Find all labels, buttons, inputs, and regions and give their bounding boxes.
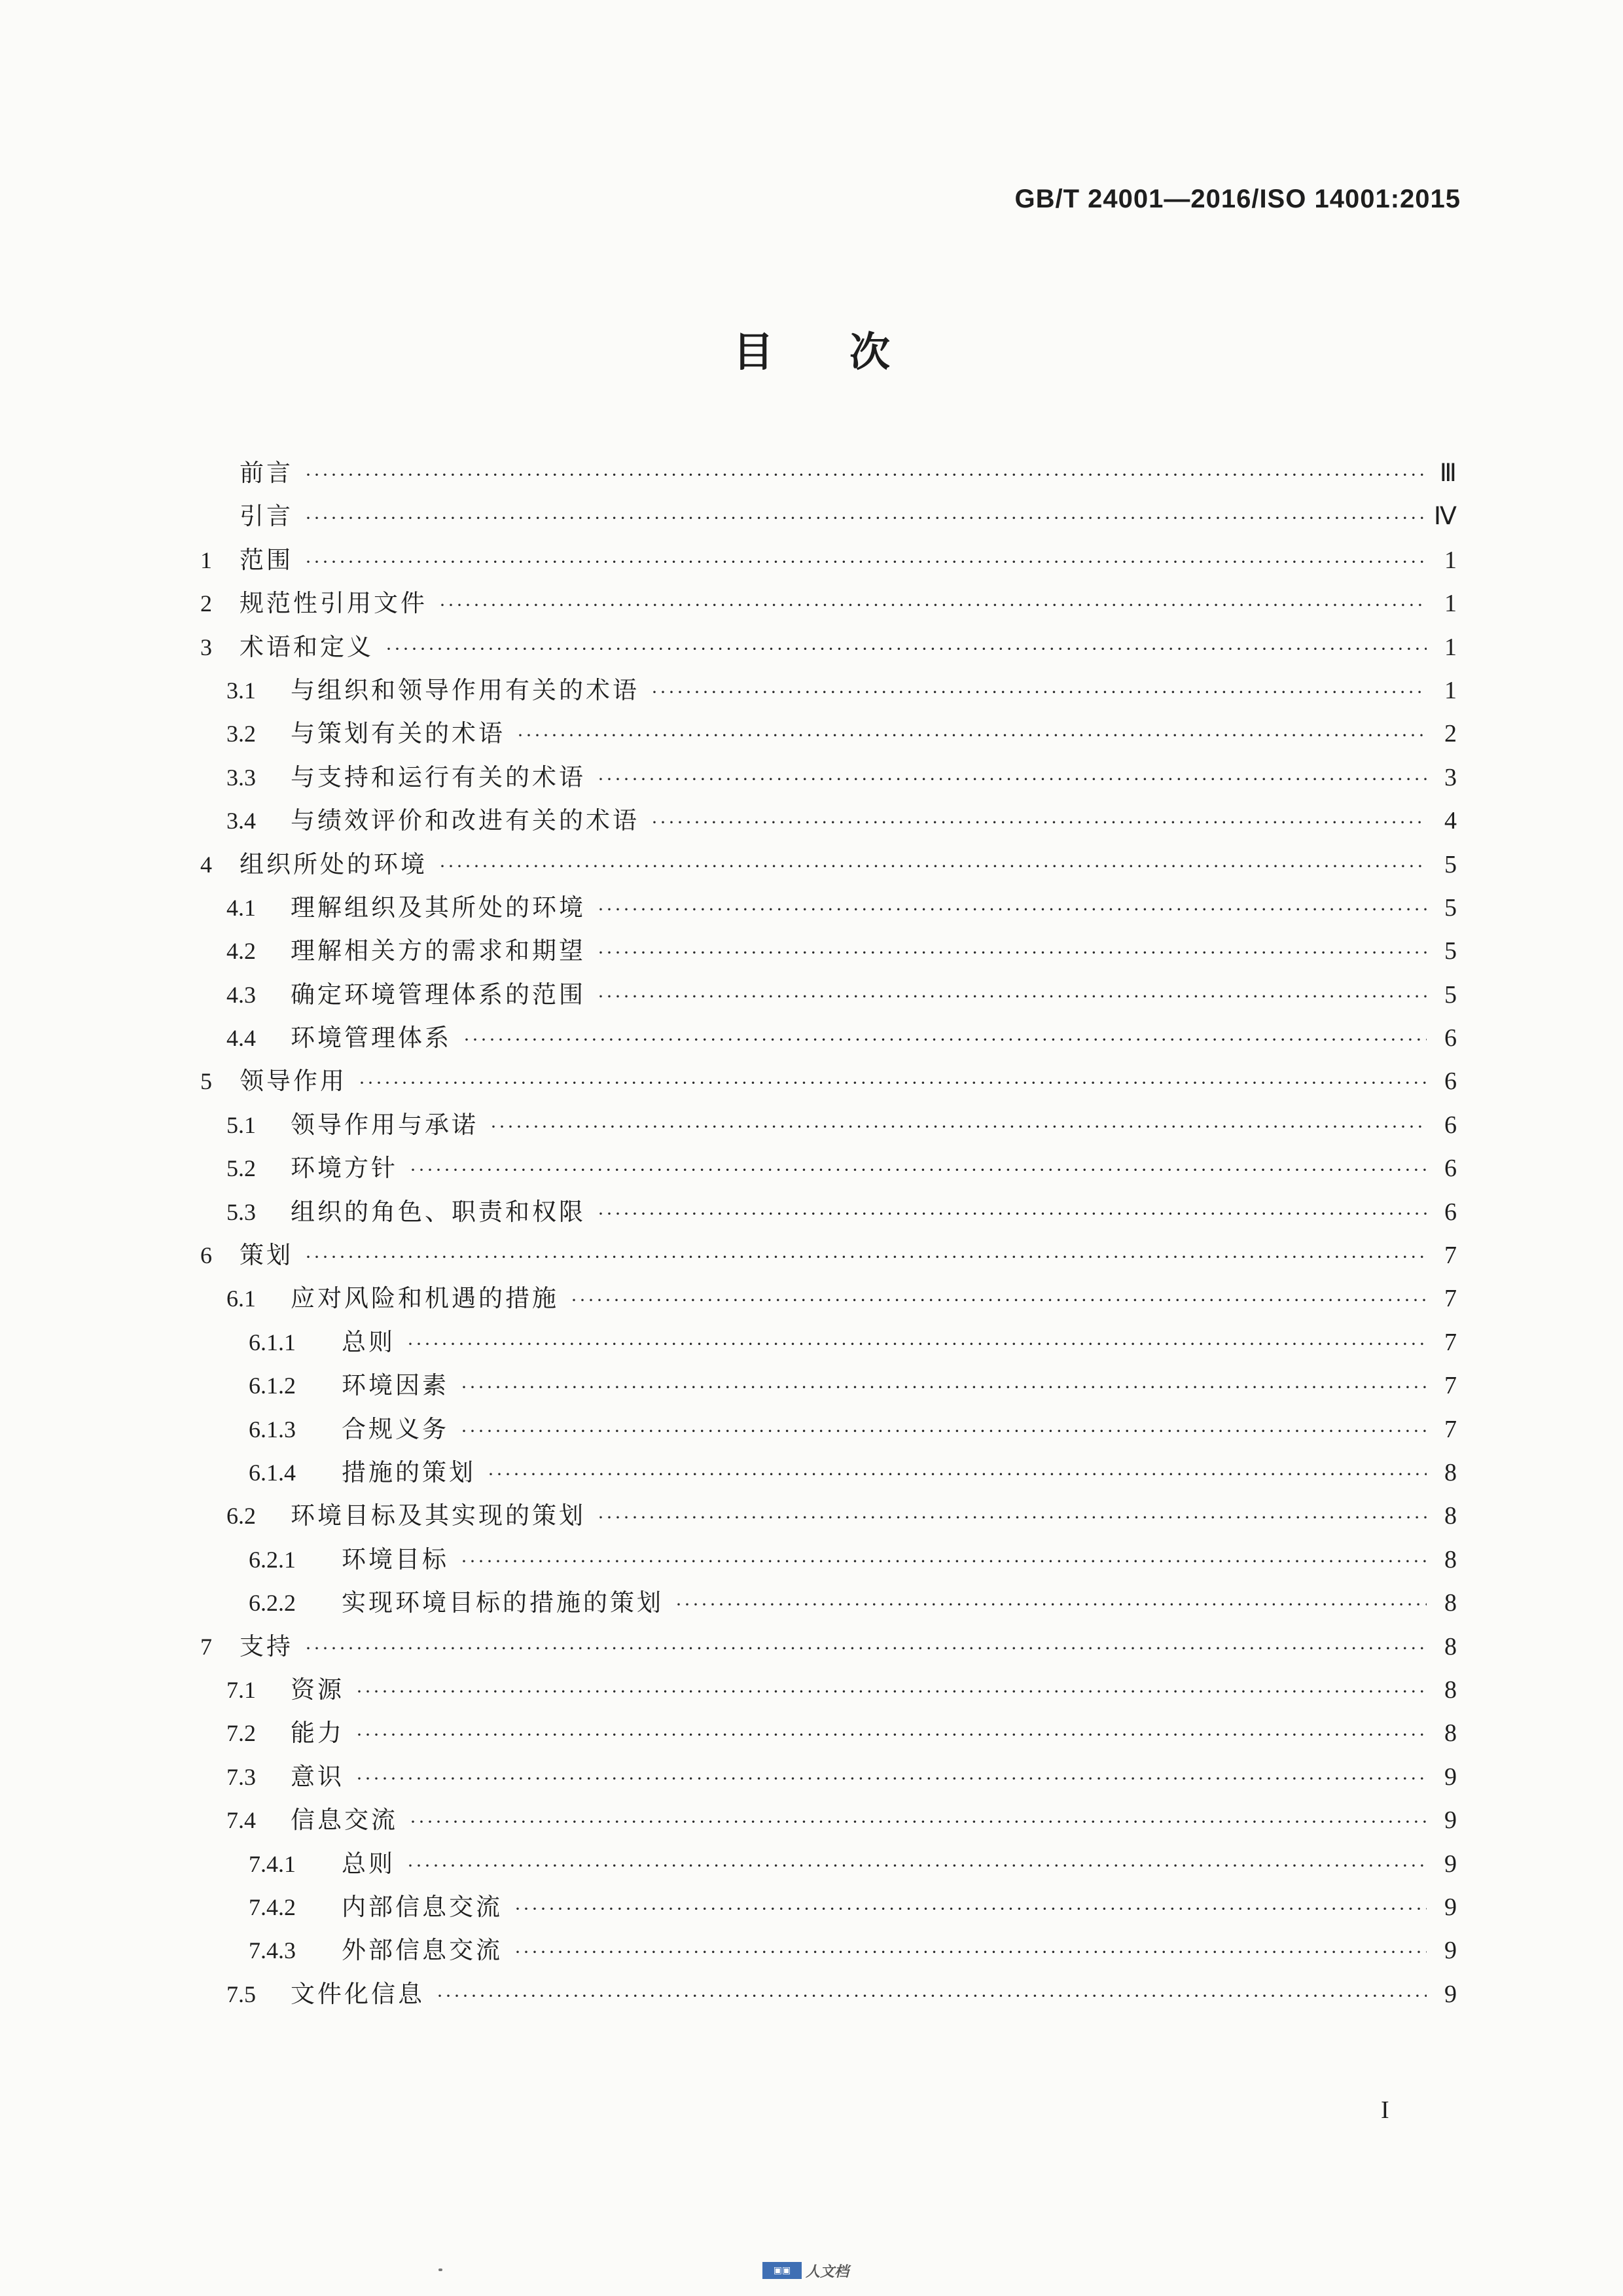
toc-entry[interactable] (200, 756, 1457, 799)
toc-entry[interactable] (200, 843, 1457, 886)
toc-entry-label: 环境因素 (342, 1371, 449, 1400)
toc-entry-label: 领导作用 (240, 1067, 347, 1096)
toc-entry-label: 前言 (240, 459, 293, 487)
toc-entry[interactable] (200, 1321, 1457, 1364)
toc-entry-label: 规范性引用文件 (240, 589, 427, 618)
toc-title-char-2: 次 (849, 328, 891, 376)
toc-leader-dots (597, 1496, 1427, 1539)
watermark-text: 人文档 (806, 2263, 849, 2280)
toc-entry-number: 3.2 (226, 721, 256, 747)
toc-entry-number: 4 (200, 851, 212, 878)
toc-entry-number: 3.3 (226, 764, 256, 791)
toc-leader-dots (651, 671, 1427, 714)
toc-entry[interactable] (200, 1668, 1457, 1712)
toc-entry[interactable] (200, 1973, 1457, 2016)
toc-entry-page: 8 (1444, 1676, 1457, 1704)
toc-entry-page: 1 (1444, 546, 1457, 574)
toc-entry[interactable] (200, 1755, 1457, 1799)
toc-leader-dots (463, 1018, 1427, 1062)
toc-entry[interactable] (200, 1103, 1457, 1147)
toc-entry[interactable] (200, 712, 1457, 755)
toc-entry-page: 8 (1444, 1458, 1457, 1486)
page-number: I (1381, 2096, 1389, 2124)
toc-entry[interactable] (200, 1625, 1457, 1668)
toc-entry-label: 合规义务 (342, 1414, 449, 1443)
toc-entry-page: 6 (1444, 1198, 1457, 1226)
toc-entry-label: 措施的策划 (342, 1458, 476, 1486)
toc-entry-number: 5 (200, 1068, 212, 1095)
toc-entry-number: 6.1.4 (249, 1459, 296, 1486)
toc-entry[interactable] (200, 1277, 1457, 1320)
toc-entry-page: 6 (1444, 1067, 1457, 1096)
toc-entry-page: 8 (1444, 1545, 1457, 1573)
toc-leader-dots (517, 714, 1427, 757)
toc-entry-page: Ⅳ (1433, 503, 1457, 531)
toc-entry-page: 9 (1444, 1980, 1457, 2008)
toc-entry-label: 应对风险和机遇的措施 (291, 1284, 559, 1313)
toc-entry-page: 2 (1444, 720, 1457, 748)
toc-entry-label: 组织所处的环境 (240, 850, 427, 878)
toc-entry-number: 1 (200, 547, 212, 573)
toc-entry-label: 领导作用与承诺 (291, 1110, 478, 1139)
toc-entry[interactable] (200, 929, 1457, 973)
toc-entry[interactable] (200, 1929, 1457, 1972)
toc-entry-number: 7.4 (226, 1807, 256, 1834)
toc-leader-dots (675, 1583, 1427, 1626)
toc-leader-dots (597, 931, 1427, 975)
toc-entry-number: 6.2 (226, 1503, 256, 1530)
toc-entry-number: 4.3 (226, 981, 256, 1008)
toc-entry[interactable] (200, 1191, 1457, 1234)
toc-entry-page: 7 (1444, 1242, 1457, 1270)
toc-entry-label: 信息交流 (291, 1806, 398, 1835)
table-of-contents (200, 452, 1457, 2016)
toc-entry-number: 7.4.1 (249, 1850, 296, 1877)
toc-leader-dots (356, 1713, 1427, 1757)
toc-entry[interactable] (200, 1581, 1457, 1624)
toc-entry-number: 4.1 (226, 894, 256, 921)
toc-entry-page: 4 (1444, 807, 1457, 835)
toc-entry-number: 3.1 (226, 677, 256, 704)
toc-entry-label: 环境目标 (342, 1545, 449, 1573)
toc-entry-number: 7.3 (226, 1763, 256, 1790)
toc-entry-number: 7.4.3 (249, 1937, 296, 1964)
toc-entry[interactable] (200, 452, 1457, 495)
toc-entry-page: 6 (1444, 1155, 1457, 1183)
toc-leader-dots (461, 1366, 1427, 1409)
toc-leader-dots (597, 1193, 1427, 1236)
toc-entry-number: 6.1.2 (249, 1372, 296, 1399)
toc-entry[interactable] (200, 626, 1457, 669)
toc-leader-dots (305, 454, 1427, 497)
toc-entry-page: 9 (1444, 1893, 1457, 1921)
toc-leader-dots (490, 1105, 1427, 1149)
toc-entry-label: 范围 (240, 545, 293, 574)
toc-entry-label: 引言 (240, 502, 293, 531)
toc-entry-label: 术语和定义 (240, 632, 374, 661)
toc-entry-page: 9 (1444, 1763, 1457, 1791)
toc-entry[interactable] (200, 886, 1457, 929)
toc-leader-dots (305, 1236, 1427, 1279)
toc-entry-label: 与组织和领导作用有关的术语 (291, 675, 639, 704)
toc-leader-dots (356, 1670, 1427, 1713)
toc-leader-dots (439, 845, 1427, 888)
toc-entry-page: 5 (1444, 850, 1457, 878)
toc-entry-page: 5 (1444, 980, 1457, 1009)
toc-entry-page: 3 (1444, 763, 1457, 791)
toc-leader-dots (305, 541, 1427, 584)
toc-leader-dots (571, 1279, 1427, 1322)
toc-entry[interactable] (200, 1234, 1457, 1277)
toc-entry[interactable] (200, 1712, 1457, 1755)
toc-entry-number: 7.2 (226, 1720, 256, 1747)
toc-entry-page: 9 (1444, 1937, 1457, 1965)
toc-entry-number: 3 (200, 634, 212, 660)
toc-leader-dots (305, 1627, 1427, 1670)
toc-leader-dots (439, 584, 1427, 627)
toc-entry-page: 1 (1444, 676, 1457, 704)
toc-entry-number: 5.1 (226, 1111, 256, 1138)
toc-entry[interactable] (200, 1494, 1457, 1537)
toc-entry-page: 5 (1444, 937, 1457, 965)
toc-entry-label: 理解相关方的需求和期望 (291, 937, 586, 965)
toc-entry-number: 2 (200, 590, 212, 617)
toc-entry[interactable] (200, 1842, 1457, 1886)
toc-leader-dots (385, 628, 1427, 671)
toc-entry-label: 与支持和运行有关的术语 (291, 762, 586, 791)
toc-entry-page: 6 (1444, 1024, 1457, 1052)
toc-entry-page: 9 (1444, 1806, 1457, 1835)
toc-entry[interactable] (200, 1538, 1457, 1581)
toc-leader-dots (437, 1975, 1427, 2018)
toc-entry-number: 6.1.1 (249, 1329, 296, 1355)
toc-entry-number: 7.5 (226, 1981, 256, 2007)
toc-entry-number: 4.2 (226, 938, 256, 965)
toc-entry-number: 4.4 (226, 1025, 256, 1052)
toc-leader-dots (356, 1757, 1427, 1801)
toc-entry-label: 总则 (342, 1849, 395, 1878)
toc-entry-label: 环境目标及其实现的策划 (291, 1501, 586, 1530)
toc-leader-dots (407, 1844, 1427, 1888)
toc-entry[interactable] (200, 1060, 1457, 1103)
toc-entry-label: 组织的角色、职责和权限 (291, 1197, 586, 1226)
toc-entry-page: Ⅲ (1439, 459, 1457, 487)
standard-code: GB/T 24001—2016/ISO 14001:2015 (1014, 185, 1461, 213)
toc-leader-dots (461, 1410, 1427, 1453)
toc-leader-dots (597, 888, 1427, 931)
toc-entry[interactable] (200, 1364, 1457, 1407)
toc-entry[interactable] (200, 582, 1457, 625)
toc-leader-dots (651, 801, 1427, 844)
toc-leader-dots (407, 1323, 1427, 1366)
toc-leader-dots (305, 497, 1427, 540)
toc-entry-label: 实现环境目标的措施的策划 (342, 1588, 664, 1617)
toc-entry[interactable] (200, 799, 1457, 842)
toc-entry-label: 总则 (342, 1327, 395, 1356)
toc-entry-page: 6 (1444, 1111, 1457, 1139)
toc-entry-number: 7 (200, 1633, 212, 1660)
toc-entry-label: 外部信息交流 (342, 1936, 503, 1965)
toc-leader-dots (514, 1931, 1427, 1974)
toc-entry-label: 确定环境管理体系的范围 (291, 980, 586, 1009)
toc-entry-page: 8 (1444, 1502, 1457, 1530)
toc-entry-number: 6 (200, 1242, 212, 1269)
watermark-logo-icon: ▣▣ (762, 2262, 802, 2279)
toc-entry-page: 7 (1444, 1372, 1457, 1400)
toc-entry[interactable] (200, 1451, 1457, 1494)
toc-entry-label: 策划 (240, 1241, 293, 1270)
toc-leader-dots (461, 1540, 1427, 1583)
toc-entry-page: 8 (1444, 1632, 1457, 1660)
toc-entry-number: 6.1.3 (249, 1416, 296, 1443)
toc-entry-label: 与绩效评价和改进有关的术语 (291, 806, 639, 835)
toc-leader-dots (597, 975, 1427, 1018)
toc-entry[interactable] (200, 1147, 1457, 1190)
toc-leader-dots (359, 1062, 1427, 1105)
toc-entry-label: 支持 (240, 1632, 293, 1660)
toc-entry-number: 6.2.2 (249, 1590, 296, 1617)
toc-entry[interactable] (200, 1408, 1457, 1451)
toc-entry-page: 5 (1444, 893, 1457, 922)
watermark (762, 2261, 849, 2280)
toc-entry[interactable] (200, 669, 1457, 712)
toc-entry-label: 意识 (291, 1762, 344, 1791)
toc-leader-dots (410, 1801, 1427, 1844)
toc-entry-label: 环境方针 (291, 1154, 398, 1183)
toc-entry-number: 5.2 (226, 1155, 256, 1182)
toc-entry-label: 与策划有关的术语 (291, 719, 505, 748)
toc-title-char-1: 目 (732, 328, 774, 376)
toc-entry-label: 文件化信息 (291, 1979, 425, 2008)
toc-leader-dots (488, 1453, 1427, 1496)
toc-leader-dots (514, 1888, 1427, 1931)
toc-entry-number: 6.2.1 (249, 1546, 296, 1573)
toc-entry[interactable] (200, 1016, 1457, 1060)
toc-entry-label: 内部信息交流 (342, 1892, 503, 1921)
toc-entry-page: 8 (1444, 1719, 1457, 1748)
toc-entry-page: 7 (1444, 1415, 1457, 1443)
toc-leader-dots (597, 758, 1427, 801)
toc-entry-page: 7 (1444, 1285, 1457, 1313)
toc-entry-number: 7.1 (226, 1676, 256, 1703)
toc-entry-number: 7.4.2 (249, 1893, 296, 1920)
scan-speck (438, 2269, 442, 2271)
toc-entry-label: 理解组织及其所处的环境 (291, 893, 586, 922)
toc-entry-number: 3.4 (226, 808, 256, 834)
toc-entry[interactable] (200, 1886, 1457, 1929)
toc-entry-page: 1 (1444, 633, 1457, 661)
toc-entry-label: 能力 (291, 1719, 344, 1748)
toc-title (0, 319, 1623, 378)
toc-leader-dots (410, 1149, 1427, 1192)
toc-entry-page: 7 (1444, 1328, 1457, 1356)
toc-entry[interactable] (200, 539, 1457, 582)
toc-entry-number: 5.3 (226, 1198, 256, 1225)
toc-entry-page: 9 (1444, 1850, 1457, 1878)
toc-entry-label: 环境管理体系 (291, 1024, 452, 1052)
toc-entry-page: 8 (1444, 1589, 1457, 1617)
toc-entry-number: 6.1 (226, 1285, 256, 1312)
toc-entry-page: 1 (1444, 590, 1457, 618)
toc-entry[interactable] (200, 973, 1457, 1016)
toc-entry[interactable] (200, 495, 1457, 538)
toc-entry-label: 资源 (291, 1675, 344, 1704)
toc-entry[interactable] (200, 1799, 1457, 1842)
